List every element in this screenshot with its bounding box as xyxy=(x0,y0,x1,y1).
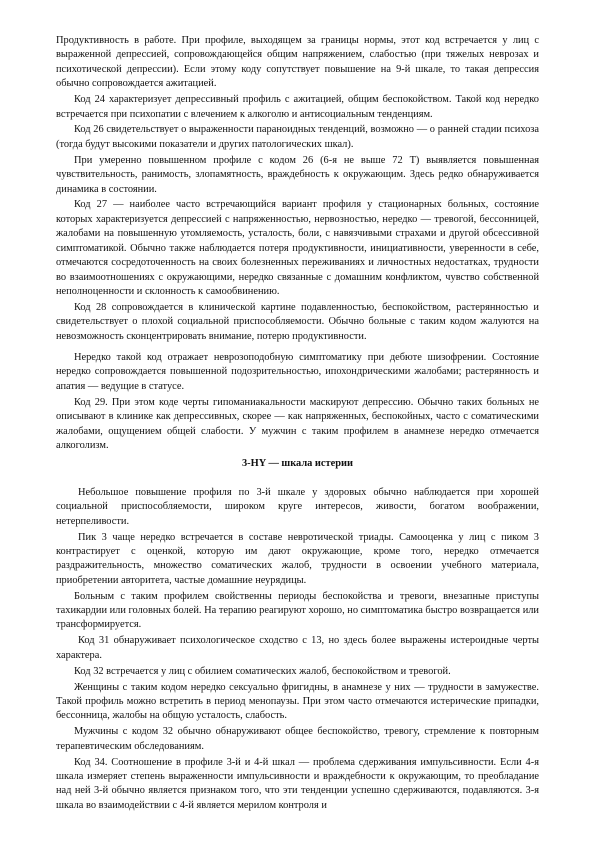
paragraph-code-29: Код 29. При этом коде черты гипоманиакальности маскируют депрессию. Обычно таких больных не описывают в клинике как депрессивных, скорее — как напряженных, беспокойных, часто с соматическими жалобами, ощущением общей слабости. У мужчин с таким профилем в анамнезе нередко отмечается алкоголизм. xyxy=(56,396,539,451)
paragraph-anxiety-periods: Больным с таким профилем свойственны периоды беспокойства и тревоги, внезапные приступы тахикардии или головных болей. На терапию реагируют хорошо, но симптоматика быстро возвращается или трансформируется. xyxy=(56,590,539,631)
paragraph-scale3-healthy: Небольшое повышение профиля по 3-й шкале у здоровых обычно наблюдается при хорошей социальной приспособляемости, широком круге интересов, живости, богатом воображении, нетерпеливости. xyxy=(56,486,539,527)
paragraph-code-27: Код 27 — наиболее часто встречающийся вариант профиля у стационарных больных, состояние которых характеризуется депрессией с напряженностью, нервозностью, нередко — тревогой, бессонницей, жалобами на повышенную утомляемость, усталость, боли, с навязчивыми страхами и другой обсессивной симптоматикой. Обычно также наблюдается потеря продуктивности, инициативности, уверенности в себе, отмечаются сосредоточенность на своих болезненных переживаниях и личностных недостатках, трудности во взаимоотношениях с окружающими, нередко связанные с домашним конфликтом, чувство собственной неполноценности и склонность к самообвинению. xyxy=(56,199,539,297)
paragraph-code-32: Код 32 встречается у лиц с обилием соматических жалоб, беспокойством и тревогой. xyxy=(74,665,451,677)
paragraph-code-34: Код 34. Соотношение в профиле 3-й и 4-й шкал — проблема сдерживания импульсивности. Если 4-я шкала измеряет степень выраженности импульсивности и враждебности к окружающим, то преобладание над ней 3-й обычно является признаком того, что эти тенденции успешно сдерживаются, подавляются. 3-я шкала во взаимодействии с 4-й является мерилом контроля и xyxy=(56,756,539,811)
paragraph-schizophrenia: Нередко такой код отражает неврозоподобную симптоматику при дебюте шизофрении. Состояние нередко сопровождается повышенной подозрительностью, ипохондрическими жалобами; растерянность и апатия — ведущие в статусе. xyxy=(56,352,539,392)
paragraph-code-24: Код 24 характеризует депрессивный профиль с ажитацией, общим беспокойством. Такой код нередко встречается при психопатии с влечением к алкоголю и антисоциальным тенденциям. xyxy=(56,94,539,120)
paragraph-code-26: Код 26 свидетельствует о выраженности параноидных тенденций, возможно — о ранней стадии психоза (тогда будут высокими показатели и других патологических шкал). xyxy=(56,124,539,150)
paragraph-code-31: Код 31 обнаруживает психологическое сходство с 13, но здесь более выражены истероидные черты характера. xyxy=(56,635,539,661)
paragraph-peak-3: Пик 3 чаще нередко встречается в составе невротической триады. Самооценка у лиц с пиком 3 контрастирует с оценкой, которую им дают окружающие, кроме того, нередко отмечается раздражительность, множество соматических жалоб, трудности в освоении учебного материала, приобретении авторитета, частые домашние неурядицы. xyxy=(56,531,539,586)
paragraph-code-26-moderate: При умеренно повышенном профиле с кодом 26 (6-я не выше 72 Т) выявляется повышенная чувствительность, ранимость, злопамятность, враждебность к окружающим. Здесь редко обнаруживается динамика в состоянии. xyxy=(56,154,539,195)
section-heading-hysteria: 3-HY — шкала истерии xyxy=(241,458,354,470)
paragraph-women-code: Женщины с таким кодом нередко сексуально фригидны, в анамнезе у них — трудности в замужестве. Такой профиль можно встретить в период менопаузы. При этом часто отмечаются истерические припадки, бессонница, жалобы на общую усталость, слабость. xyxy=(56,681,539,722)
paragraph-code-28: Код 28 сопровождается в клинической картине подавленностью, беспокойством, растерянностью и свидетельствует о плохой социальной приспособляемости. Обычно больные с таким кодом жалуются на невозможность сконцентрировать внимание, потерю продуктивности. xyxy=(56,301,539,342)
paragraph-men-code-32: Мужчины с кодом 32 обычно обнаруживают общее беспокойство, тревогу, стремление к повторным терапевтическим обследованиям. xyxy=(56,726,539,752)
paragraph-productivity: Продуктивность в работе. При профиле, выходящем за границы нормы, этот код встречается у лиц с выраженной депрессией, сопровождающейся общим напряжением, слабостью (при тяжелых неврозах и психотической депрессии). Если этому коду сопутствует повышение на 9-й шкале, то такая депрессия обычно сопровождается ажитацией. xyxy=(56,35,539,90)
